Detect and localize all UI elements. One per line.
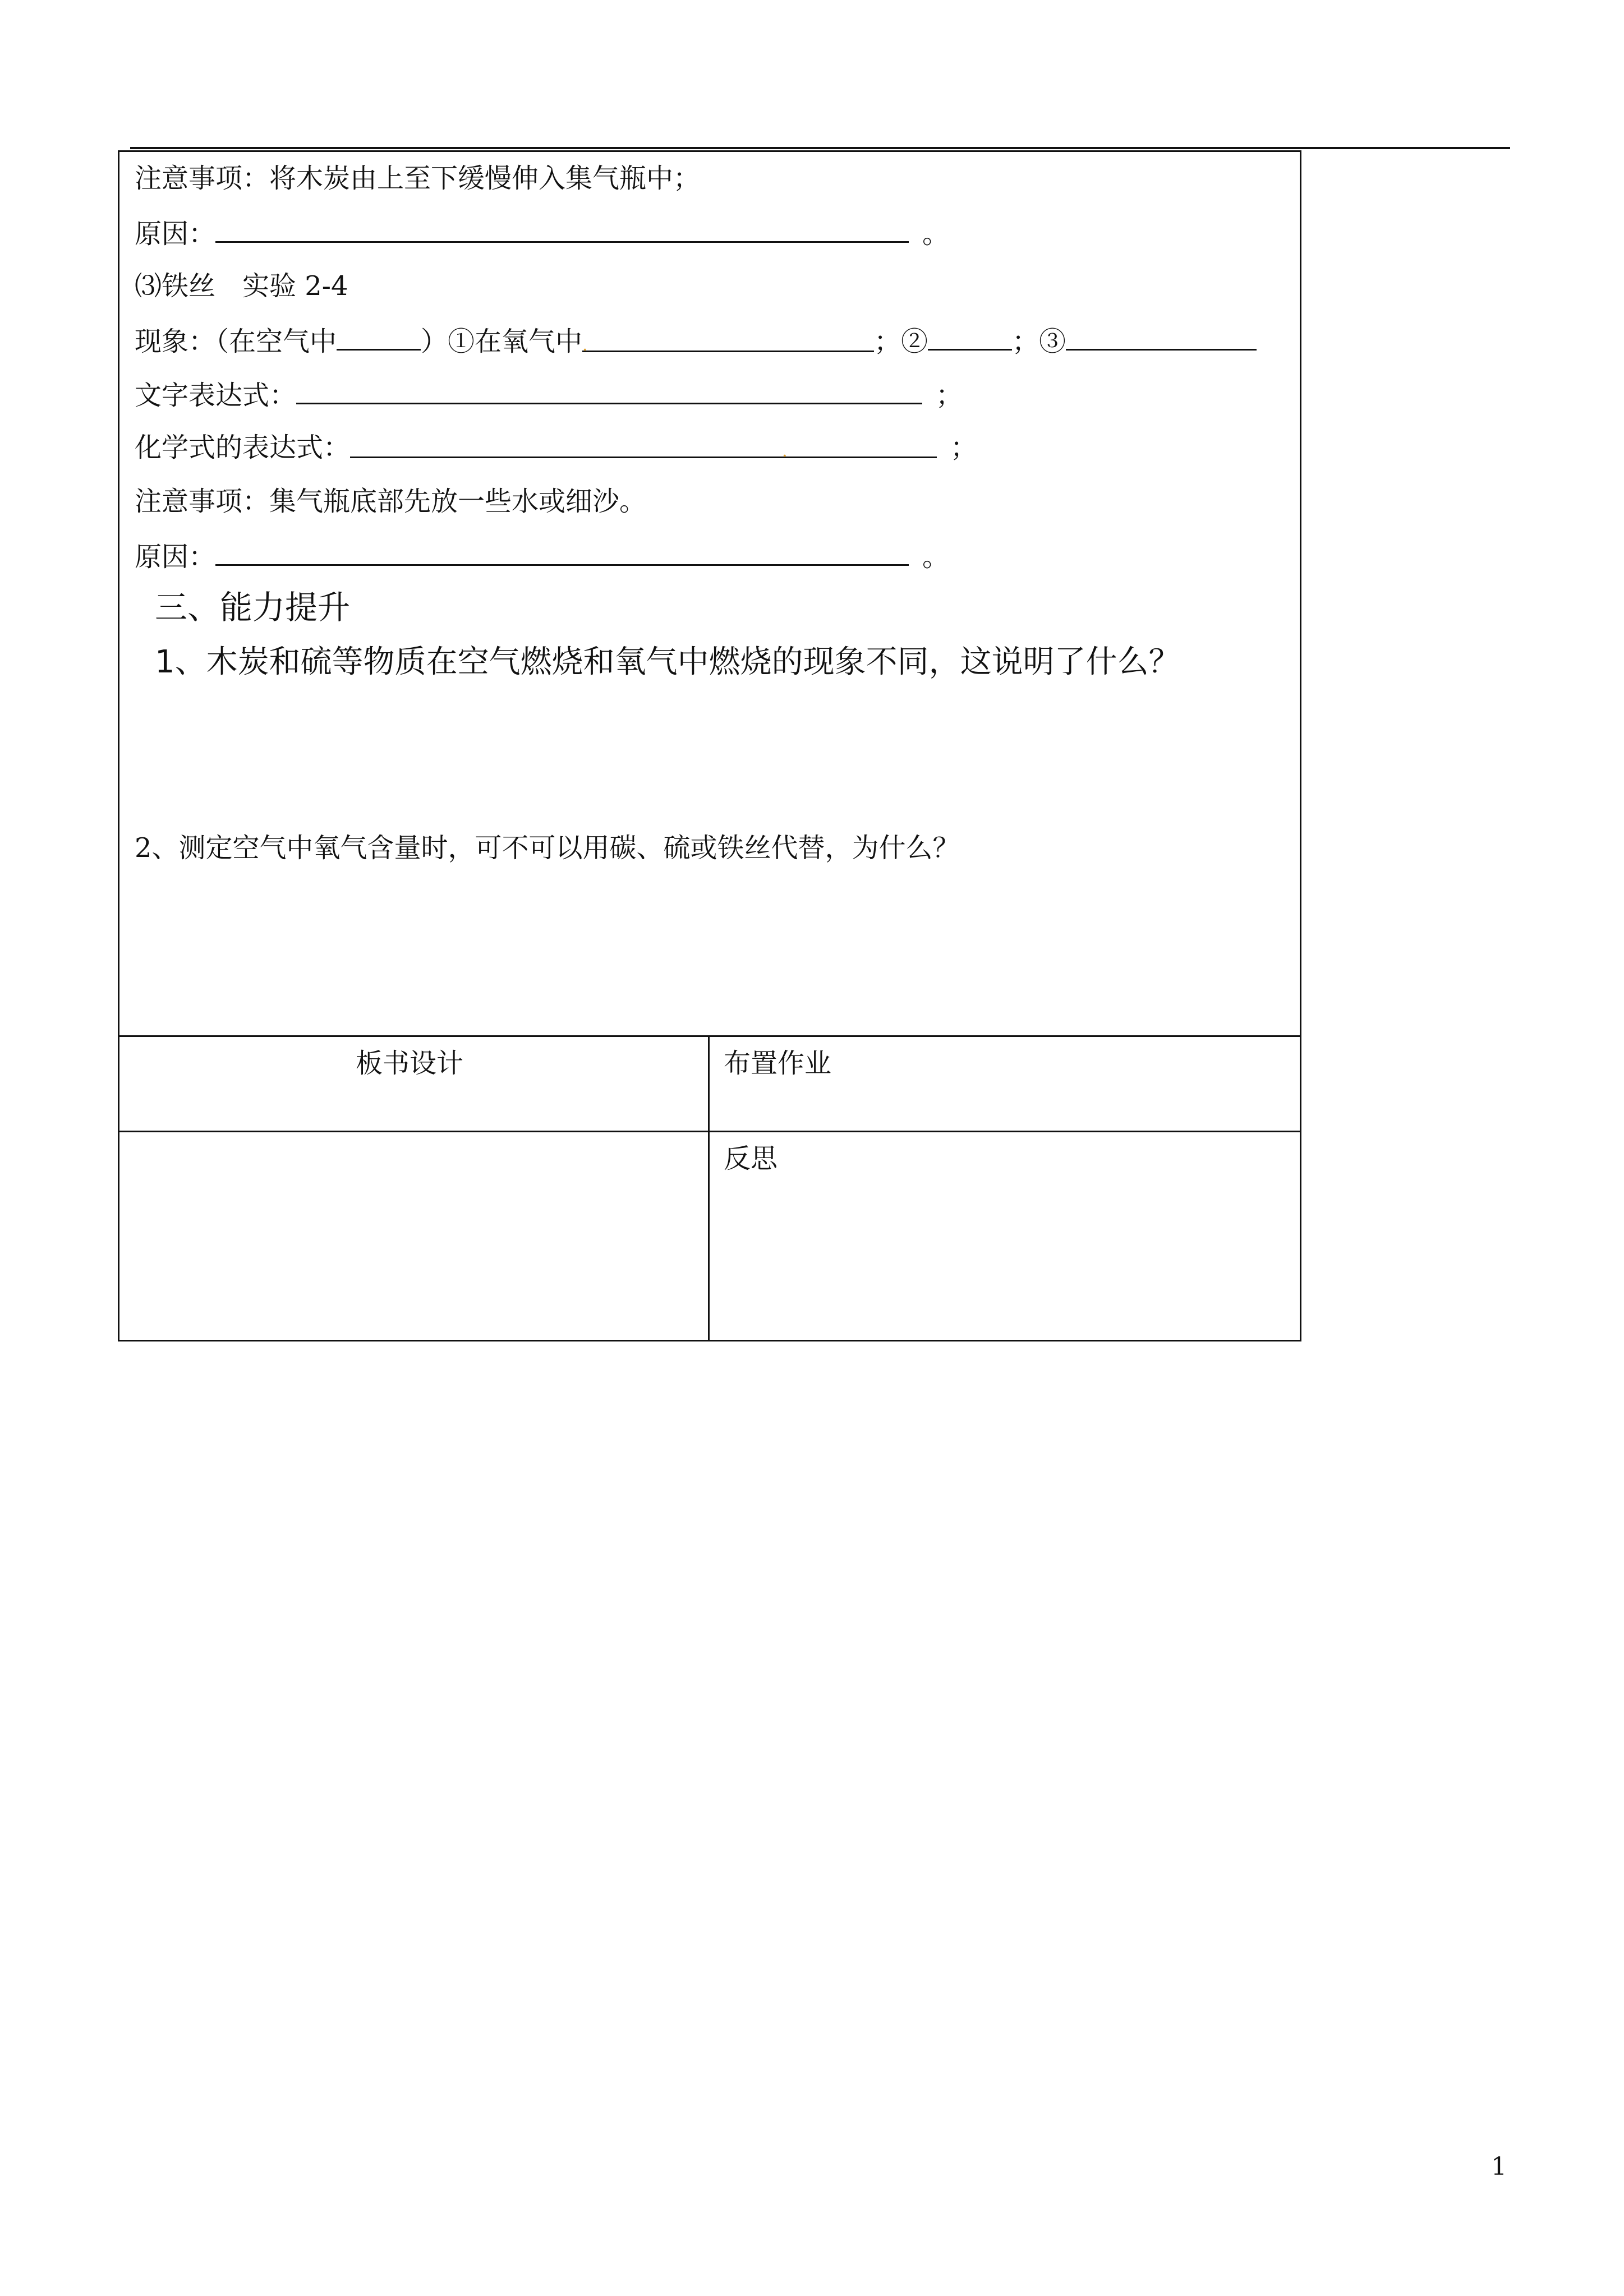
homework-label: 布置作业	[724, 1048, 832, 1079]
iron-wire-title: ⑶铁丝 实验 2-4	[135, 270, 348, 302]
note-iron: 注意事项：集气瓶底部先放一些水或细沙。	[135, 486, 647, 517]
phenomenon-line: 现象：（在空气中 ）①在氧气中. ；② ；③	[135, 323, 1257, 357]
formula-equation-line: 化学式的表达式： . ；	[135, 432, 978, 463]
reason-line-1: 原因： 。	[135, 215, 949, 249]
top-rule	[130, 147, 1510, 149]
word-equation-line: 文字表达式： ；	[135, 377, 963, 411]
table-middle-border	[118, 1131, 1301, 1132]
oxygen-blank-1[interactable]	[582, 325, 874, 355]
page-number: 1	[1491, 2152, 1507, 2181]
stray-dot: .	[582, 335, 588, 355]
stray-dot: .	[782, 441, 788, 461]
reason-line-2: 原因： 。	[135, 538, 949, 572]
note-charcoal: 注意事项：将木炭由上至下缓慢伸入集气瓶中；	[135, 163, 701, 194]
word-equation-blank[interactable]	[296, 377, 922, 404]
oxygen-blank-3[interactable]	[1066, 323, 1257, 351]
table-column-divider	[708, 1035, 710, 1341]
formula-blank[interactable]	[350, 431, 937, 461]
air-blank[interactable]	[337, 323, 421, 351]
reason-blank-1[interactable]	[215, 215, 909, 243]
reason-blank-2[interactable]	[215, 538, 909, 566]
question-1: 1、木炭和硫等物质在空气燃烧和氧气中燃烧的现象不同，这说明了什么？	[155, 644, 1180, 680]
question-2: 2、测定空气中氧气含量时，可不可以用碳、硫或铁丝代替，为什么？	[135, 832, 960, 864]
oxygen-blank-2[interactable]	[928, 323, 1012, 351]
table-top-border	[118, 1035, 1301, 1037]
reflection-label: 反思	[724, 1143, 778, 1174]
section-title: 三、能力提升	[155, 588, 351, 626]
board-design-label: 板书设计	[356, 1048, 464, 1079]
